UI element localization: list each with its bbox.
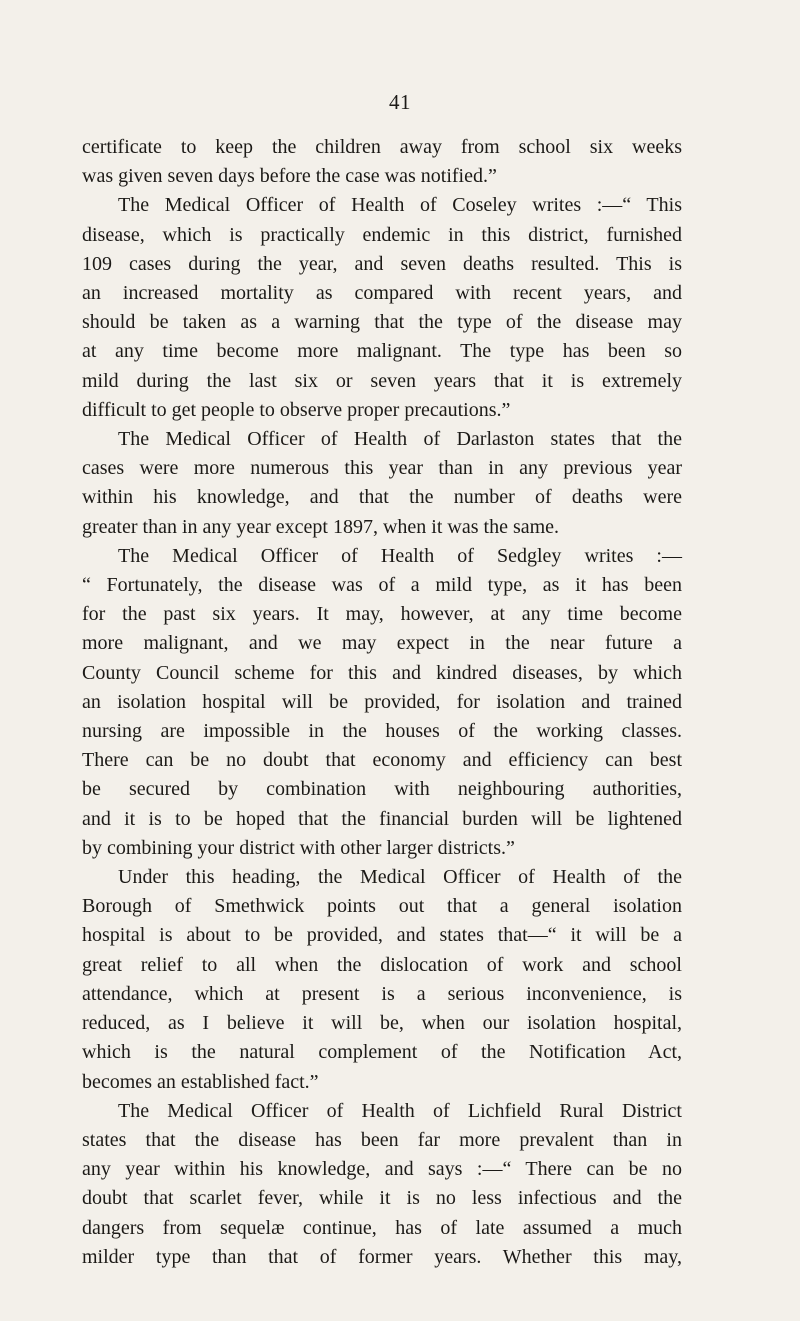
text-line: certificate to keep the children away from school six weeks [82, 136, 682, 158]
text-line: difficult to get people to observe proper precautions.” [82, 398, 511, 421]
text-line: an isolation hospital will be provided, for isolation and trained [82, 690, 682, 713]
paragraph-sedgley [82, 542, 682, 863]
text-line: disease, which is practically endemic in this district, furnished [82, 223, 682, 246]
paragraph-darlaston [82, 425, 682, 542]
text-line: The Medical Officer of Health of Lichfield Rural District [118, 1099, 682, 1122]
text-line: and it is to be hoped that the financial burden will be lightened [82, 807, 682, 830]
text-line: more malignant, and we may expect in the near future a [82, 632, 682, 655]
text-line: County Council scheme for this and kindred diseases, by which [82, 661, 682, 684]
text-line: 109 cases during the year, and seven deaths resulted. This is [82, 252, 682, 275]
text-line: for the past six years. It may, however, at any time become [82, 603, 682, 626]
text-line: becomes an established fact.” [82, 1070, 319, 1093]
text-line: states that the disease has been far more prevalent than in [82, 1128, 682, 1151]
text-line: by combining your district with other larger districts.” [82, 836, 515, 859]
text-line: should be taken as a warning that the type of the disease may [82, 311, 682, 334]
text-line: nursing are impossible in the houses of the working classes. [82, 720, 682, 743]
text-line: mild during the last six or seven years that it is extremely [82, 369, 682, 392]
text-line: The Medical Officer of Health of Coseley writes :—“ This [118, 194, 682, 217]
body-text [82, 133, 682, 1272]
text-line: There can be no doubt that economy and efficiency can best [82, 749, 682, 772]
text-line: dangers from sequelæ continue, has of late assumed a much [82, 1216, 682, 1239]
text-line: attendance, which at present is a serious inconvenience, is [82, 982, 682, 1005]
paragraph-continuation [82, 133, 682, 191]
text-line: was given seven days before the case was notified.” [82, 165, 497, 188]
text-line: The Medical Officer of Health of Sedgley writes :— [118, 544, 682, 567]
text-line: reduced, as I believe it will be, when our isolation hospital, [82, 1012, 682, 1035]
text-line: be secured by combination with neighbouring authorities, [82, 778, 682, 801]
text-line: greater than in any year except 1897, when it was the same. [82, 515, 560, 538]
text-line: Under this heading, the Medical Officer of Health of the [118, 866, 682, 889]
text-line: hospital is about to be provided, and states that—“ it will be a [82, 924, 682, 947]
text-line: “ Fortunately, the disease was of a mild type, as it has been [82, 574, 682, 597]
page-number: 41 [389, 90, 411, 114]
text-line: within his knowledge, and that the number of deaths were [82, 486, 682, 509]
text-line: great relief to all when the dislocation of work and school [82, 953, 682, 976]
paragraph-lichfield [82, 1097, 682, 1272]
text-line: milder type than that of former years. Whether this may, [82, 1245, 682, 1268]
text-line: Borough of Smethwick points out that a general isolation [82, 895, 682, 918]
text-line: which is the natural complement of the Notification Act, [82, 1041, 682, 1064]
text-line: doubt that scarlet fever, while it is no less infectious and the [82, 1187, 682, 1210]
paragraph-smethwick [82, 863, 682, 1097]
text-line: at any time become more malignant. The type has been so [82, 340, 682, 363]
text-line: cases were more numerous this year than in any previous year [82, 457, 682, 480]
text-line: The Medical Officer of Health of Darlaston states that the [118, 428, 682, 451]
text-line: an increased mortality as compared with recent years, and [82, 282, 682, 305]
text-line: any year within his knowledge, and says :—“ There can be no [82, 1158, 682, 1181]
paragraph-coseley [82, 191, 682, 425]
